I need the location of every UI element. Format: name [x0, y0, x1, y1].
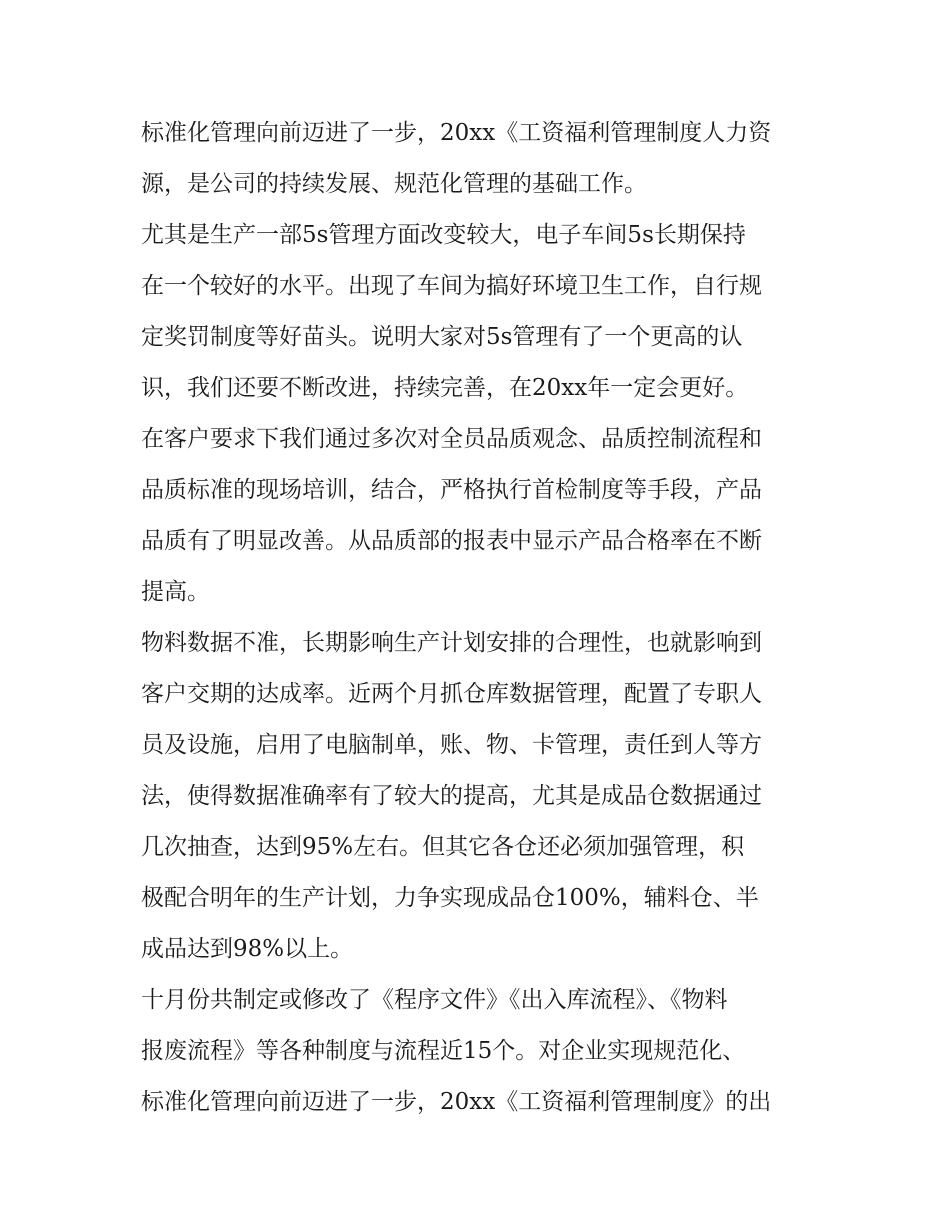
- text-line: 几次抽查，达到95%左右。但其它各仓还必须加强管理，积: [141, 834, 745, 860]
- text-line: 尤其是生产一部5s管理方面改变较大，电子车间5s长期保持: [141, 222, 746, 248]
- text-line: 极配合明年的生产计划，力争实现成品仓100%，辅料仓、半: [141, 885, 759, 911]
- text-line: 客户交期的达成率。近两个月抓仓库数据管理，配置了专职人: [141, 681, 762, 707]
- text-line: 品质有了明显改善。从品质部的报表中显示产品合格率在不断: [141, 528, 762, 554]
- text-line: 在客户要求下我们通过多次对全员品质观念、品质控制流程和: [141, 426, 762, 452]
- text-line: 识，我们还要不断改进，持续完善，在20xx年一定会更好。: [141, 375, 749, 401]
- text-line: 品质标准的现场培训，结合，严格执行首检制度等手段，产品: [141, 477, 762, 503]
- text-line: 在一个较好的水平。出现了车间为搞好环境卫生工作，自行规: [141, 273, 762, 299]
- document-body: [141, 108, 821, 1128]
- text-line: 标准化管理向前迈进了一步，20xx《工资福利管理制度》的出: [141, 1089, 772, 1115]
- text-line: 员及设施，启用了电脑制单，账、物、卡管理，责任到人等方: [141, 732, 762, 758]
- text-line: 报废流程》等各种制度与流程近15个。对企业实现规范化、: [141, 1038, 746, 1064]
- text-line: 法，使得数据准确率有了较大的提高，尤其是成品仓数据通过: [141, 783, 762, 809]
- text-line: 标准化管理向前迈进了一步，20xx《工资福利管理制度人力资: [141, 120, 772, 146]
- text-line: 成品达到98%以上。: [141, 936, 354, 962]
- text-line: 定奖罚制度等好苗头。说明大家对5s管理有了一个更高的认: [141, 324, 743, 350]
- text-line: 源，是公司的持续发展、规范化管理的基础工作。: [141, 171, 647, 197]
- text-line: 十月份共制定或修改了《程序文件》《出入库流程》、《物料: [141, 987, 728, 1013]
- text-line: 物料数据不准，长期影响生产计划安排的合理性，也就影响到: [141, 630, 762, 656]
- text-line: 提高。: [141, 579, 210, 605]
